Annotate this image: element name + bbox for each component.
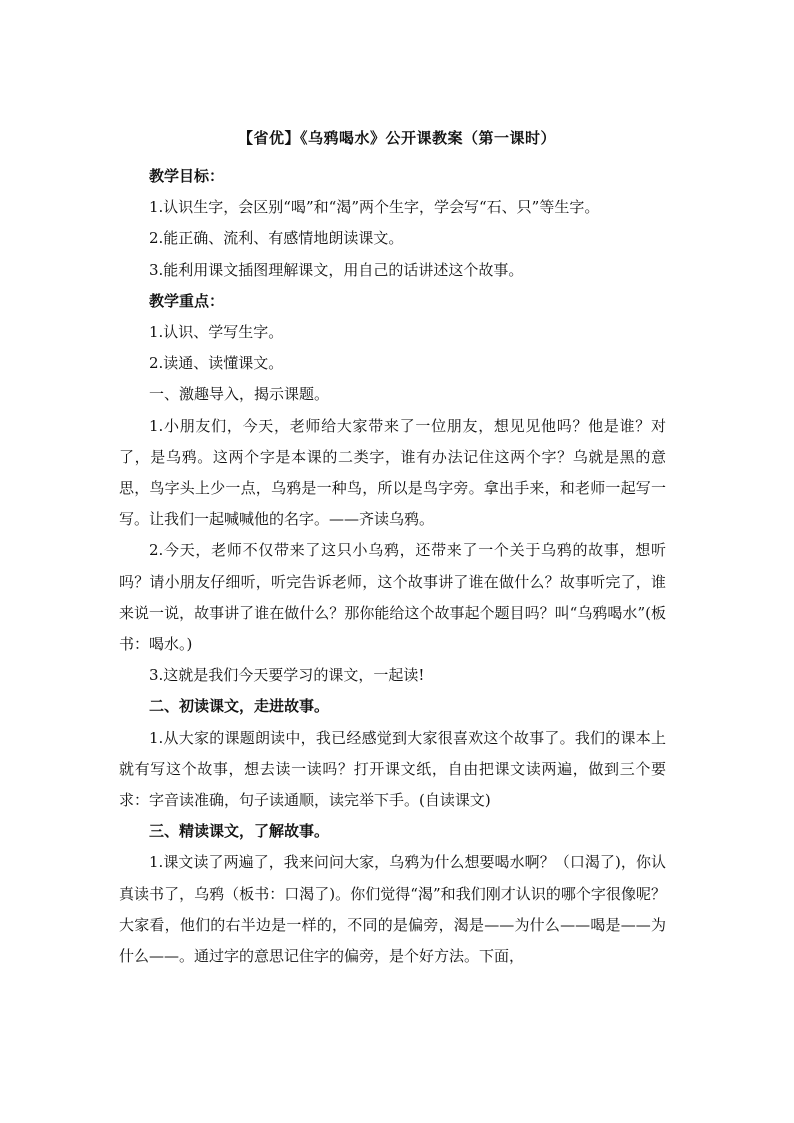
paragraph: 1.小朋友们，今天，老师给大家带来了一位朋友，想见见他吗？他是谁？对了，是乌鸦。这两个字是本课的二类字，谁有办法记住这两个字？乌就是黑的意思，鸟字头上少一点，乌鸦是一种鸟，所以是鸟字旁。拿出手来，和老师一起写一写。让我们一起喊喊他的名字。——齐读乌鸦。 bbox=[119, 416, 666, 529]
paragraph: 2.今天，老师不仅带来了这只小乌鸦，还带来了一个关于乌鸦的故事，想听吗？请小朋友仔细听，听完告诉老师，这个故事讲了谁在做什么？故事听完了，谁来说一说，故事讲了谁在做什么？那你能给这个故事起个题目吗？叫“乌鸦喝水”(板书：喝水。) bbox=[119, 541, 666, 654]
paragraph: 一、激趣导入，揭示课题。 bbox=[149, 385, 330, 404]
paragraph: 二、初读课文，走进故事。 bbox=[149, 697, 330, 716]
document-title: 【省优】《乌鸦喝水》公开课教案（第一课时） bbox=[237, 129, 556, 147]
paragraph: 3.能利用课文插图理解课文，用自己的话讲述这个故事。 bbox=[149, 260, 524, 279]
paragraph: 1.认识生字，会区别“喝”和“渴”两个生字，学会写“石、只”等生字。 bbox=[149, 198, 600, 217]
paragraph: 3.这就是我们今天要学习的课文，一起读! bbox=[149, 666, 425, 685]
paragraph: 2.读通、读懂课文。 bbox=[149, 354, 284, 373]
paragraph: 教学目标： bbox=[149, 167, 225, 185]
paragraph: 1.课文读了两遍了，我来问问大家，乌鸦为什么想要喝水啊？（口渴了)，你认真读书了，乌鸦（板书：口渴了)。你们觉得“渴”和我们刚才认识的哪个字很像呢？大家看，他们的右半边是一样的，不同的是偏旁，渴是——为什么——喝是——为什么——。通过字的意思记住字的偏旁，是个好方法。下面， bbox=[119, 853, 666, 966]
paragraph: 三、精读课文，了解故事。 bbox=[149, 822, 330, 841]
paragraph: 1.从大家的课题朗读中，我已经感觉到大家很喜欢这个故事了。我们的课本上就有写这个故事，想去读一读吗？打开课文纸，自由把课文读两遍，做到三个要求：字音读准确，句子读通顺，读完举下手。(自读课文) bbox=[119, 728, 666, 810]
document-body bbox=[119, 161, 666, 972]
paragraph: 2.能正确、流利、有感情地朗读课文。 bbox=[149, 229, 404, 248]
paragraph: 教学重点： bbox=[149, 291, 225, 310]
paragraph: 1.认识、学写生字。 bbox=[149, 323, 284, 342]
